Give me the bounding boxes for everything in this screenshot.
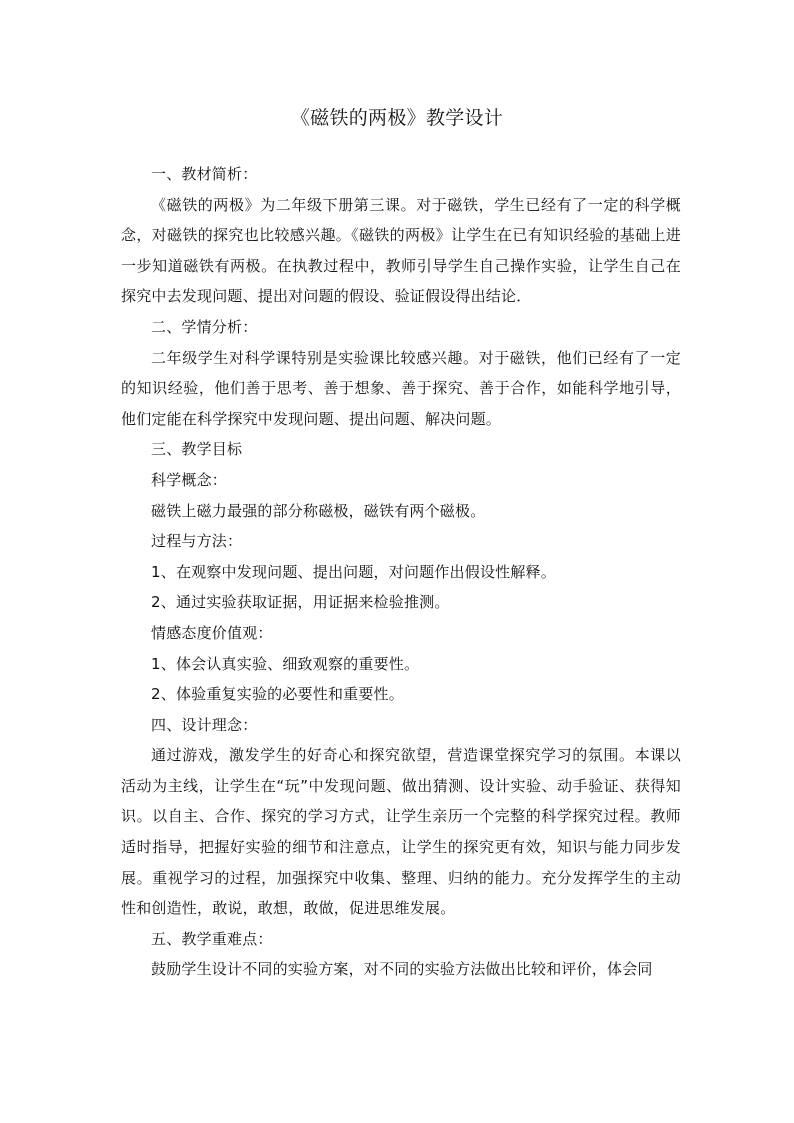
- section-heading-textbook-analysis: 一、教材简析：: [151, 165, 258, 183]
- section-heading-teaching-goals: 三、教学目标: [151, 440, 243, 459]
- list-item-process-2: 2、通过实验获取证据，用证据来检验推测。: [151, 593, 450, 612]
- subheading-attitude-values: 情感态度价值观：: [151, 623, 273, 642]
- paragraph-science-concept: 磁铁上磁力最强的部分称磁极，磁铁有两个磁极。: [151, 501, 486, 520]
- document-body: [121, 159, 681, 985]
- section-heading-design-concept: 四、设计理念：: [151, 715, 258, 734]
- list-item-attitude-1: 1、体会认真实验、细致观察的重要性。: [151, 654, 420, 673]
- paragraph-key-difficulties: 鼓励学生设计不同的实验方案，对不同的实验方法做出比较和评价，体会同: [151, 960, 653, 979]
- list-item-attitude-2: 2、体验重复实验的必要性和重要性。: [151, 685, 404, 704]
- section-heading-student-analysis: 二、学情分析：: [151, 317, 258, 336]
- paragraph-design-concept: 通过游戏，激发学生的好奇心和探究欲望，营造课堂探究学习的氛围。本课以活动为主线，让学生在“玩”中发现问题、做出猜测、设计实验、动手验证、获得知识。以自主、合作、探究的学习方式，让学生亲历一个完整的科学探究过程。教师适时指导，把握好实验的细节和注意点，让学生的探究更有效，知识与能力同步发展。重视学习的过程，加强探究中收集、整理、归纳的能力。充分发挥学生的主动性和创造性，敢说，敢想，敢做，促进思维发展。: [121, 746, 681, 918]
- subheading-science-concept: 科学概念：: [151, 470, 228, 489]
- paragraph-textbook-analysis: 《磁铁的两极》为二年级下册第三课。对于磁铁，学生已经有了一定的科学概念，对磁铁的探究也比较感兴趣。《磁铁的两极》让学生在已有知识经验的基础上进一步知道磁铁有两极。在执教过程中，教师引导学生自己操作实验，让学生自己在探究中去发现问题、提出对问题的假设、验证假设得出结论．: [121, 195, 681, 306]
- list-item-process-1: 1、在观察中发现问题、提出问题，对问题作出假设性解释。: [151, 562, 556, 581]
- document-title: 《磁铁的两极》教学设计: [290, 107, 504, 129]
- subheading-process-method: 过程与方法：: [151, 532, 243, 551]
- section-heading-key-difficulties: 五、教学重难点：: [151, 929, 273, 948]
- paragraph-student-analysis: 二年级学生对科学课特别是实验课比较感兴趣。对于磁铁，他们已经有了一定的知识经验，他们善于思考、善于想象、善于探究、善于合作，如能科学地引导，他们定能在科学探究中发现问题、提出问题、解决问题。: [121, 348, 681, 428]
